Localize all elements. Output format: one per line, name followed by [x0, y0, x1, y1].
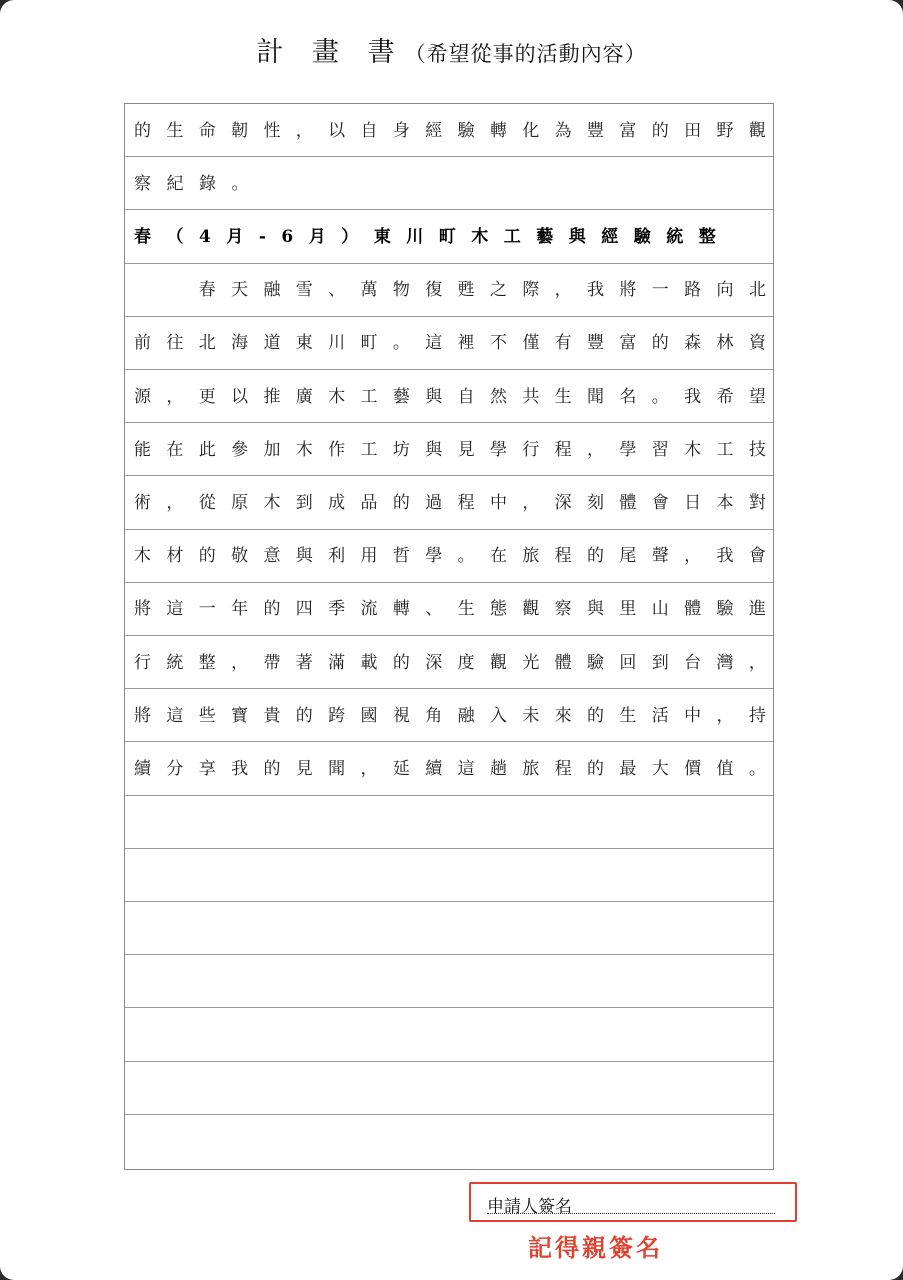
grid-row — [125, 476, 773, 529]
row-text — [134, 1129, 766, 1153]
writing-grid — [124, 103, 774, 1170]
grid-row — [125, 636, 773, 689]
grid-row — [125, 849, 773, 902]
grid-row — [125, 157, 773, 210]
row-text: 行 統 整 ， 帶 著 滿 載 的 深 度 觀 光 體 驗 回 到 台 灣 ， — [134, 652, 766, 673]
signature-label: 申請人簽名 — [487, 1197, 572, 1217]
row-text: 源 ， 更 以 推 廣 木 工 藝 與 自 然 共 生 聞 名 。 我 希 望 — [134, 386, 766, 407]
row-text: 續 分 享 我 的 見 聞 ， 延 續 這 趟 旅 程 的 最 大 價 值 。 — [134, 758, 766, 779]
grid-row — [125, 370, 773, 423]
grid-row — [125, 264, 773, 317]
row-text — [134, 917, 766, 941]
grid-row — [125, 1062, 773, 1115]
row-text: 春 （ 4 月 - 6 月 ） 東 川 町 木 工 藝 與 經 驗 統 整 — [134, 226, 716, 247]
row-text — [134, 863, 766, 887]
signature-reminder: 記得親簽名 — [528, 1233, 663, 1262]
row-text — [134, 970, 766, 994]
page-title — [0, 30, 903, 69]
grid-row — [125, 902, 773, 955]
title-subtitle: （希望從事的活動內容） — [404, 42, 647, 66]
grid-row — [125, 210, 773, 263]
grid-row — [125, 104, 773, 157]
signature-line[interactable] — [487, 1213, 775, 1214]
grid-row — [125, 955, 773, 1008]
grid-row — [125, 423, 773, 476]
grid-row — [125, 1115, 773, 1168]
grid-row — [125, 796, 773, 849]
row-text: 術 ， 從 原 木 到 成 品 的 過 程 中 ， 深 刻 體 會 日 本 對 — [134, 492, 766, 513]
row-text: 木 材 的 敬 意 與 利 用 哲 學 。 在 旅 程 的 尾 聲 ， 我 會 — [134, 546, 766, 567]
row-text: 春 天 融 雪 、 萬 物 復 甦 之 際 ， 我 將 一 路 向 北 — [198, 280, 766, 301]
row-text: 前 往 北 海 道 東 川 町 。 這 裡 不 僅 有 豐 富 的 森 林 資 — [134, 333, 766, 354]
row-text: 察 紀 錄 。 — [134, 173, 249, 194]
grid-row — [125, 317, 773, 370]
grid-row — [125, 583, 773, 636]
row-text: 能 在 此 參 加 木 作 工 坊 與 見 學 行 程 ， 學 習 木 工 技 — [134, 439, 766, 460]
grid-row — [125, 742, 773, 795]
grid-row — [125, 1008, 773, 1061]
row-text: 將 這 些 寶 貴 的 跨 國 視 角 融 入 未 來 的 生 活 中 ， 持 — [134, 705, 766, 726]
row-text: 將 這 一 年 的 四 季 流 轉 、 生 態 觀 察 與 里 山 體 驗 進 — [134, 599, 766, 620]
grid-row — [125, 530, 773, 583]
title-main: 計 畫 書 — [256, 37, 405, 68]
signature-box[interactable] — [469, 1182, 797, 1222]
row-text: 的 生 命 韌 性 ， 以 自 身 經 驗 轉 化 為 豐 富 的 田 野 觀 — [134, 120, 766, 141]
grid-row — [125, 689, 773, 742]
row-text — [134, 1076, 766, 1100]
row-text — [134, 1023, 766, 1047]
row-text — [134, 810, 766, 834]
